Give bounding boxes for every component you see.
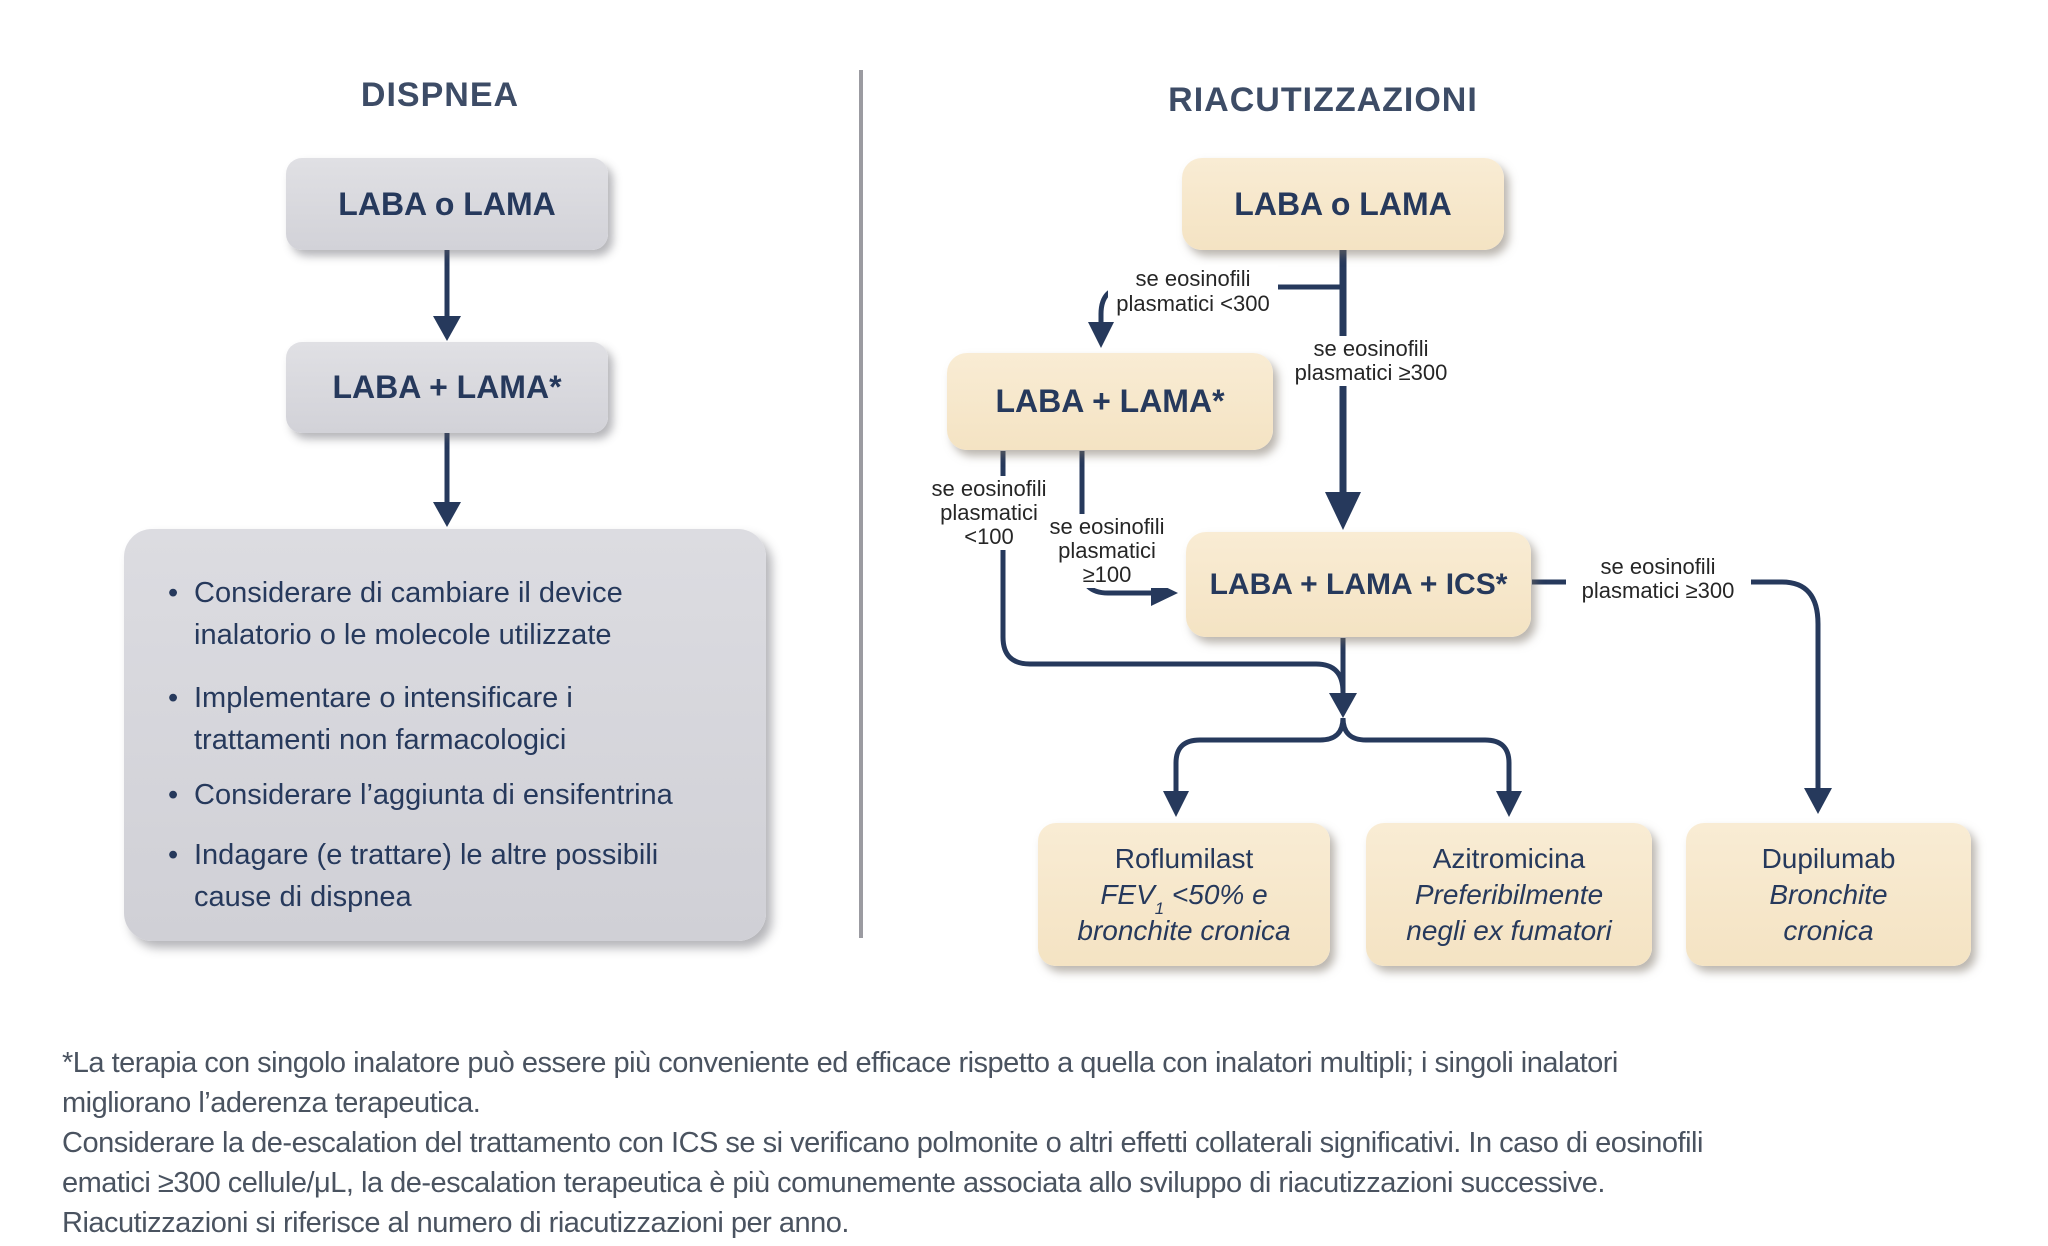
footnote-line: Riacutizzazioni si riferisce al numero di riacutizzazioni per anno. bbox=[62, 1207, 849, 1239]
outcome-criterion: Preferibilmente bbox=[1414, 878, 1604, 910]
riac-box-laba-lama: LABA + LAMA* bbox=[947, 353, 1273, 450]
footnote-line: migliorano l’aderenza terapeutica. bbox=[62, 1087, 481, 1119]
label-eosinofili-lt300: se eosinofili plasmatici <300 bbox=[1108, 265, 1278, 317]
outcome-criterion: negli ex fumatori bbox=[1406, 914, 1612, 946]
list-item: • Considerare l’aggiunta di ensifentrina bbox=[168, 774, 728, 816]
arrow-fork-roflumilast bbox=[1163, 718, 1343, 817]
bullet-icon: • bbox=[168, 779, 179, 811]
outcome-box-dupilumab bbox=[1686, 823, 1971, 966]
arrow-ge300-to-ics bbox=[1325, 250, 1361, 530]
arrow-ge300-to-dupilumab bbox=[1751, 582, 1832, 814]
dispnea-box-laba-lama: LABA + LAMA* bbox=[286, 342, 608, 433]
dispnea-title: DISPNEA bbox=[360, 76, 520, 114]
label-eosinofili-lt100: se eosinofili plasmatici <100 bbox=[926, 476, 1052, 550]
outcome-criterion: cronica bbox=[1783, 914, 1874, 946]
outcome-criterion: Bronchite bbox=[1769, 878, 1888, 910]
outcome-title: Azitromicina bbox=[1432, 842, 1586, 874]
riac-box-laba-lama-ics: LABA + LAMA + ICS* bbox=[1186, 532, 1531, 637]
outcome-box-azitromicina bbox=[1366, 823, 1652, 966]
outcome-box-roflumilast bbox=[1038, 823, 1330, 966]
list-item: • Considerare di cambiare il device inalatorio o le molecole utilizzate bbox=[168, 572, 728, 656]
column-divider bbox=[859, 70, 863, 938]
list-item: • Implementare o intensificare i trattamenti non farmacologici bbox=[168, 677, 728, 761]
arrow-fork-azitromicina bbox=[1343, 718, 1522, 817]
bullet-icon: • bbox=[168, 682, 179, 714]
outcome-title: Roflumilast bbox=[1114, 842, 1254, 874]
dispnea-bullet-list bbox=[168, 572, 728, 918]
arrow-dispnea-box1-box2 bbox=[433, 250, 461, 341]
arrow-dispnea-box2-bigbox bbox=[433, 433, 461, 527]
outcome-title: Dupilumab bbox=[1761, 842, 1896, 874]
outcome-criterion: bronchite cronica bbox=[1077, 914, 1291, 946]
label-eosinofili-ge300-right: se eosinofili plasmatici ≥300 bbox=[1572, 554, 1744, 604]
list-item: • Indagare (e trattare) le altre possibili cause di dispnea bbox=[168, 834, 728, 918]
label-eosinofili-ge300-top: se eosinofili plasmatici ≥300 bbox=[1294, 336, 1448, 385]
arrow-ics-down bbox=[1329, 638, 1357, 718]
footnote bbox=[62, 1043, 2042, 1243]
label-eosinofili-ge100: se eosinofili plasmatici ≥100 bbox=[1044, 514, 1170, 588]
dispnea-recommendations-box bbox=[124, 529, 766, 941]
bullet-icon: • bbox=[168, 577, 179, 609]
footnote-line: ematici ≥300 cellule/μL, la de-escalation terapeutica è più comunemente associata allo sviluppo di riacutizzazioni successive. bbox=[62, 1167, 1605, 1199]
riacutizzazioni-title: RIACUTIZZAZIONI bbox=[1168, 81, 1478, 119]
riac-box-laba-o-lama: LABA o LAMA bbox=[1182, 158, 1504, 250]
outcome-criterion: $FEV_1 <50\%$ e bbox=[1100, 878, 1268, 919]
dispnea-box-laba-o-lama: LABA o LAMA bbox=[286, 158, 608, 250]
bullet-icon: • bbox=[168, 839, 179, 871]
footnote-line: Considerare la de-escalation del trattamento con ICS se si verificano polmonite o altri effetti collaterali significativi. In caso di eosinofili bbox=[62, 1127, 1703, 1159]
footnote-line: *La terapia con singolo inalatore può essere più conveniente ed efficace rispetto a quella con inalatori multipli; i singoli inalatori bbox=[62, 1047, 1618, 1079]
